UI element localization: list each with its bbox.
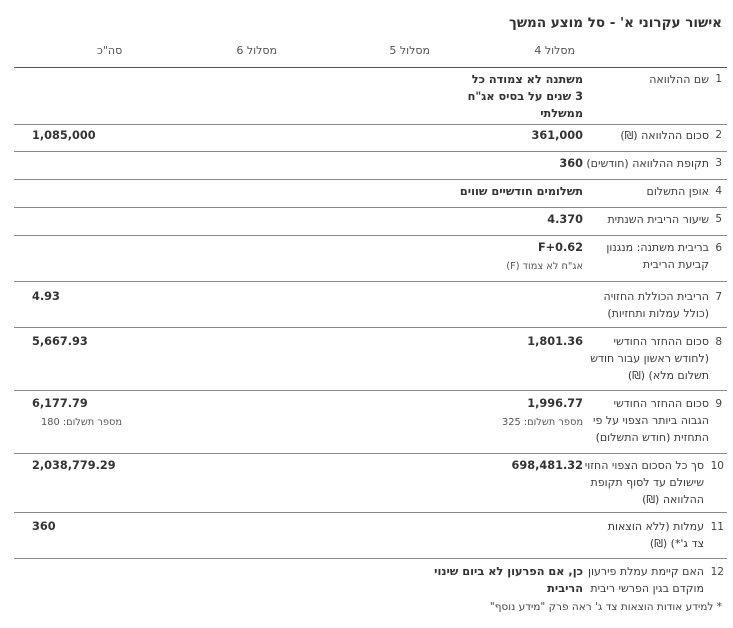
row-number: 3: [715, 157, 722, 169]
row-number: 6: [715, 242, 722, 254]
row-divider: [14, 453, 727, 454]
header-track-5: מסלול 5: [389, 44, 430, 57]
row-divider: [14, 558, 727, 559]
row-label: תקופת ההלוואה (חודשים): [586, 157, 709, 170]
row-divider: [14, 327, 727, 328]
row-value: 4.370: [547, 213, 583, 226]
row-value: 1,996.77: [527, 397, 583, 410]
row-number: 10: [710, 460, 724, 472]
row-divider: [14, 179, 727, 180]
row-number: 4: [715, 185, 722, 197]
row-divider: [14, 207, 727, 208]
row-total: 360: [32, 520, 56, 533]
row-value: תשלומים חודשיים שווים: [459, 185, 583, 198]
header-track-6: מסלול 6: [236, 44, 277, 57]
row-value-note: מספר תשלום: 325: [501, 417, 583, 428]
row-label: סכום ההחזר החודשי הגבוה ביותר הצפוי על פי התחזית (חודש התשלום): [592, 397, 709, 444]
row-number: 11: [710, 521, 724, 533]
row-label: אופן התשלום: [646, 185, 709, 198]
row-value-note: אג"ח לא צמוד (F): [506, 261, 583, 272]
row-number: 1: [715, 73, 722, 85]
row-label: שיעור הריבית השנתית: [607, 213, 709, 226]
row-total: 1,085,000: [32, 129, 96, 142]
row-value: משתנה לא צמודה כל 3 שנים על בסיס אג"ח ממשלתי: [467, 73, 583, 120]
row-value: 1,801.36: [527, 335, 583, 348]
row-label: הריבית הכוללת החזויה (כולל עמלות ותחזיות): [603, 290, 709, 320]
header-divider: [14, 67, 727, 68]
row-total: 4.93: [32, 290, 60, 303]
row-label: האם קיימת עמלת פירעון מוקדם בגין הפרשי ריבית: [587, 565, 704, 595]
row-total: 5,667.93: [32, 335, 88, 348]
row-divider: [14, 235, 727, 236]
row-divider: [14, 390, 727, 391]
row-value: 361,000: [531, 129, 583, 142]
row-total: 6,177.79: [32, 397, 88, 410]
row-divider: [14, 512, 727, 513]
row-number: 5: [715, 213, 722, 225]
row-label: סך כל הסכום הצפוי החזוי שישולם עד לסוף תקופת ההלוואה (₪): [584, 459, 704, 506]
row-number: 9: [715, 398, 722, 410]
row-divider: [14, 281, 727, 282]
header-track-4: מסלול 4: [534, 44, 575, 57]
row-label: סכום ההלוואה (₪): [620, 129, 709, 142]
row-value: F+0.62: [537, 241, 583, 254]
row-total: 2,038,779.29: [32, 459, 116, 472]
row-value: כן, אם הפרעון לא ביום שינוי הריבית: [434, 565, 583, 595]
row-number: 8: [715, 336, 722, 348]
row-total-note: מספר תשלום: 180: [41, 417, 123, 428]
row-value: 360: [559, 157, 583, 170]
row-label: שם ההלוואה: [649, 73, 709, 86]
row-label: עמלות (ללא הוצאות צד ג'*) (₪): [607, 520, 704, 550]
row-number: 12: [710, 566, 724, 578]
row-divider: [14, 124, 727, 125]
row-number: 7: [715, 291, 722, 303]
header-total: סה"כ: [97, 44, 123, 57]
row-label: סכום ההחזר החודשי (לחודש ראשון עבור חודש תשלום מלא) (₪): [590, 335, 709, 382]
row-divider: [14, 151, 727, 152]
row-label: בריבית משתנה: מנגנון קביעת הריבית: [606, 241, 709, 271]
row-number: 2: [715, 129, 722, 141]
row-value: 698,481.32: [511, 459, 583, 472]
footnote: * למידע אודות הוצאות צד ג' ראה פרק "מידע נוסף": [489, 601, 722, 613]
page-title: אישור עקרוני א' - סל מוצע המשך: [509, 15, 722, 31]
